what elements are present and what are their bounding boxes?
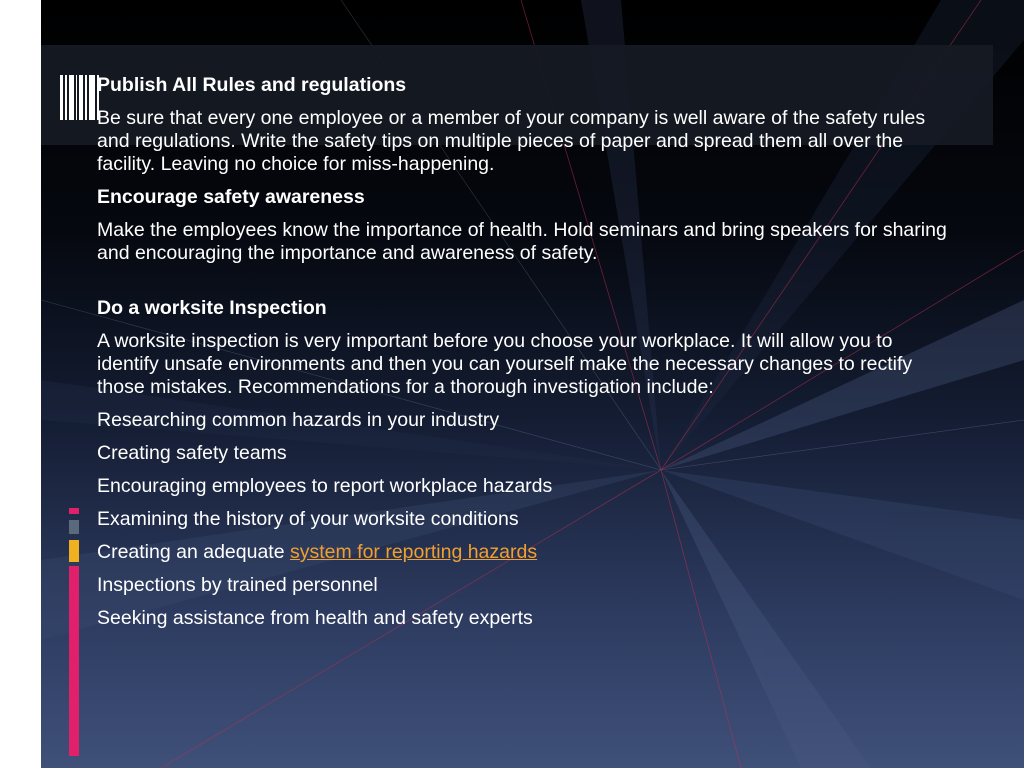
slide-content <box>97 74 947 640</box>
section-heading-safety-awareness: Encourage safety awareness <box>97 186 365 208</box>
list-item: Seeking assistance from health and safety experts <box>97 607 533 629</box>
accent-bar-pink-long <box>69 566 79 756</box>
accent-bar-gray <box>69 520 79 534</box>
section-body-publish-rules: Be sure that every one employee or a member of your company is well aware of the safety rules and regulations. Write the safety tips on multiple pieces of paper and spread them all over the facility. Leaving no choice for miss-happening. <box>97 107 926 175</box>
section-heading-publish-rules: Publish All Rules and regulations <box>97 74 407 96</box>
section-body-worksite-inspection: A worksite inspection is very important before you choose your workplace. It will allow you to identify unsafe environments and then you can yourself make the necessary changes to rectify those mistakes. Recommendations for a thorough investigation include: <box>97 330 913 398</box>
list-item: Creating safety teams <box>97 442 287 464</box>
left-white-margin <box>0 0 41 768</box>
section-heading-worksite-inspection: Do a worksite Inspection <box>97 297 327 319</box>
accent-bars <box>69 508 79 758</box>
list-item-with-link <box>97 541 947 564</box>
section-body-safety-awareness: Make the employees know the importance of health. Hold seminars and bring speakers for sharing and encouraging the importance and awareness of safety. <box>97 219 947 264</box>
spacer <box>97 275 947 297</box>
list-item: Inspections by trained personnel <box>97 574 378 596</box>
list-item: Researching common hazards in your industry <box>97 409 500 431</box>
barcode-decoration <box>60 75 101 120</box>
accent-bar-yellow <box>69 540 79 562</box>
list-item: Examining the history of your worksite conditions <box>97 508 519 530</box>
list-item-prefix: Creating an adequate <box>97 541 290 563</box>
accent-bar-pink <box>69 508 79 514</box>
list-item: Encouraging employees to report workplace hazards <box>97 475 553 497</box>
reporting-hazards-link[interactable]: system for reporting hazards <box>289 541 538 563</box>
